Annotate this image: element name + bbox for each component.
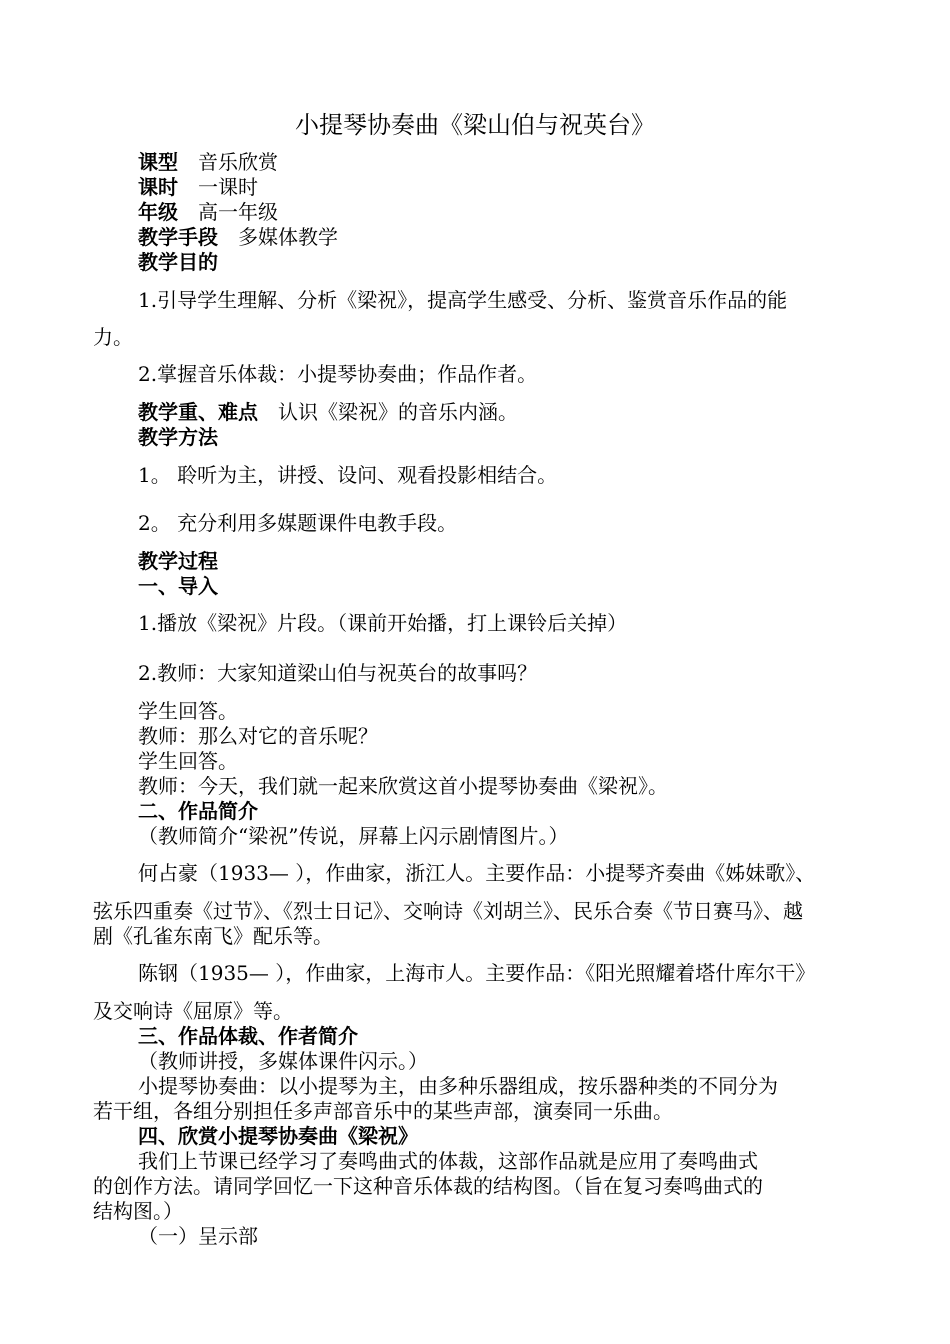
section-1-paragraph: 2.教师：大家知道梁山伯与祝英台的故事吗？ — [138, 661, 538, 685]
meta-row-class-hours — [138, 174, 258, 200]
section-1-paragraph: 教师：今天，我们就一起来欣赏这首小提琴协奏曲《梁祝》。 — [138, 774, 668, 798]
meta-label: 教学手段 — [138, 225, 218, 249]
section-4-paragraph: 我们上节课已经学习了奏鸣曲式的体裁，这部作品就是应用了奏鸣曲式 — [138, 1149, 758, 1173]
meta-row-lesson-type — [138, 149, 278, 175]
objective-1-line-1: 1.引导学生理解、分析《梁祝》，提高学生感受、分析、鉴赏音乐作品的能 — [138, 288, 788, 312]
section-2-heading: 二、作品简介 — [138, 799, 258, 823]
objective-2: 2.掌握音乐体裁：小提琴协奏曲；作品作者。 — [138, 362, 538, 386]
section-4-subheading: （一）呈示部 — [138, 1224, 258, 1248]
meta-row-grade — [138, 199, 278, 225]
section-2-paragraph: 及交响诗《屈原》等。 — [93, 999, 293, 1023]
section-1-paragraph: 教师：那么对它的音乐呢？ — [138, 724, 378, 748]
section-4-paragraph: 结构图。） — [93, 1199, 183, 1223]
section-2-paragraph: 剧《孔雀东南飞》配乐等。 — [93, 924, 333, 948]
section-2-note: （教师简介“梁祝”传说，屏幕上闪示剧情图片。） — [138, 824, 569, 848]
section-1-paragraph: 学生回答。 — [138, 699, 238, 723]
section-3-note: （教师讲授，多媒体课件闪示。） — [138, 1049, 428, 1073]
document-title: 小提琴协奏曲《梁山伯与祝英台》 — [295, 111, 655, 139]
meta-label: 课时 — [138, 175, 178, 199]
methods-heading: 教学方法 — [138, 425, 218, 449]
section-3-paragraph: 若干组，各组分别担任多声部音乐中的某些声部，演奏同一乐曲。 — [93, 1099, 673, 1123]
method-2: 2。 充分利用多媒题课件电教手段。 — [138, 511, 458, 535]
section-3-heading: 三、作品体裁、作者简介 — [138, 1024, 358, 1048]
key-points-label: 教学重、难点 — [138, 400, 258, 424]
section-2-paragraph: 何占豪（1933— ），作曲家，浙江人。主要作品：小提琴齐奏曲《姊妹歌》、 — [138, 861, 816, 885]
objective-1-line-2: 力。 — [93, 325, 133, 349]
section-4-heading: 四、欣赏小提琴协奏曲《梁祝》 — [138, 1124, 418, 1148]
section-1-paragraph: 1.播放《梁祝》片段。（课前开始播，打上课铃后关掉） — [138, 611, 628, 635]
process-heading: 教学过程 — [138, 549, 218, 573]
meta-label: 年级 — [138, 200, 178, 224]
key-points-row — [138, 399, 518, 425]
meta-value: 多媒体教学 — [238, 225, 338, 249]
meta-row-teaching-means — [138, 224, 338, 250]
section-2-paragraph: 陈钢（1935— ），作曲家，上海市人。主要作品：《阳光照耀着塔什库尔干》 — [138, 961, 816, 985]
objectives-heading: 教学目的 — [138, 250, 218, 274]
meta-value: 一课时 — [198, 175, 258, 199]
meta-label: 课型 — [138, 150, 178, 174]
section-1-paragraph: 学生回答。 — [138, 749, 238, 773]
section-4-paragraph: 的创作方法。请同学回忆一下这种音乐体裁的结构图。（旨在复习奏鸣曲式的 — [93, 1174, 763, 1198]
meta-value: 高一年级 — [198, 200, 278, 224]
section-3-paragraph: 小提琴协奏曲：以小提琴为主，由多种乐器组成，按乐器种类的不同分为 — [138, 1074, 778, 1098]
section-2-paragraph: 弦乐四重奏《过节》、《烈士日记》、交响诗《刘胡兰》、民乐合奏《节日赛马》、越 — [93, 899, 803, 923]
meta-value: 音乐欣赏 — [198, 150, 278, 174]
method-1: 1。 聆听为主，讲授、设问、观看投影相结合。 — [138, 463, 558, 487]
key-points-value: 认识《梁祝》的音乐内涵。 — [278, 400, 518, 424]
section-1-heading: 一、导入 — [138, 574, 218, 598]
